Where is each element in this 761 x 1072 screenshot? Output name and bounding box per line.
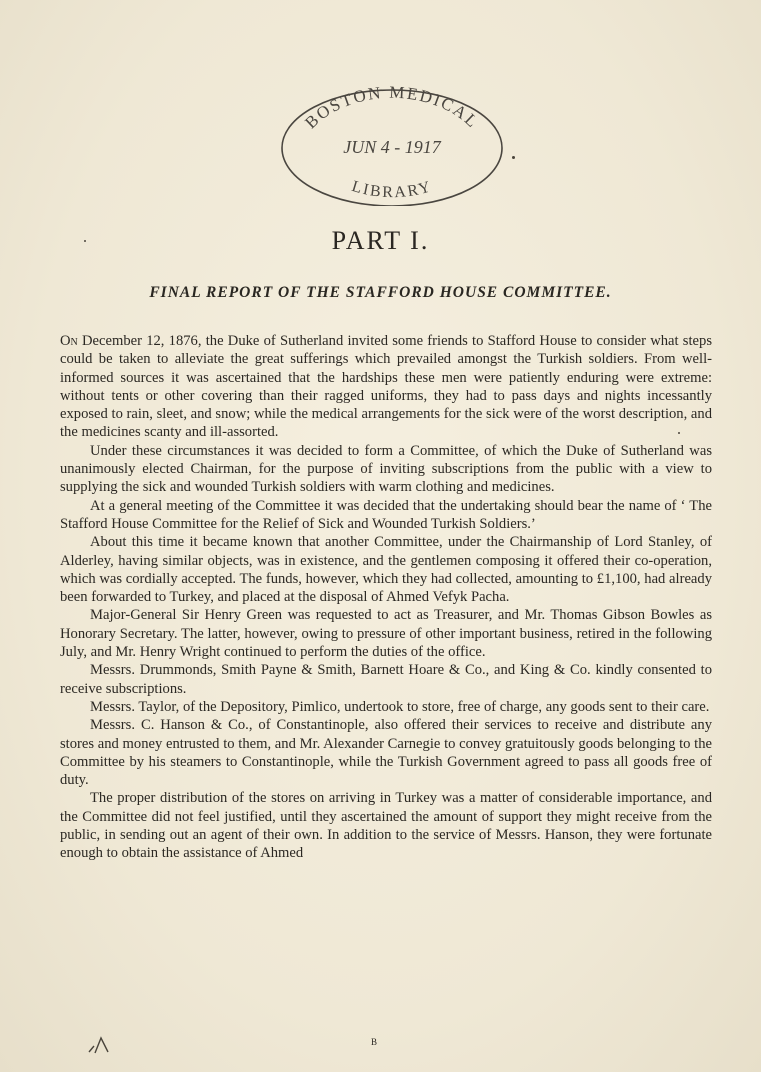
pencil-mark [86,1034,116,1056]
body-text [60,332,712,863]
stamp-bottom-text: LIBRARY [349,177,435,202]
signature-mark: B [371,1037,378,1047]
specks [512,156,515,159]
paragraph-1-text: December 12, 1876, the Duke of Sutherland invited some friends to Stafford House to consider what steps could be taken to alleviate the great sufferings which prevailed amongst the Turkish soldiers. From well-informed sources it was ascertained that the hardships these men were patiently enduring were extreme: without tents or other covering than their ragged uniforms, they had to pass days and nights incessantly exposed to rain, sleet, and snow; while the medical arrangements for the sick were of the worst description, and the medicines scanty and ill-assorted. [60,333,712,441]
paragraph-9: The proper distribution of the stores on arriving in Turkey was a matter of considerable importance, and the Committee did not feel justified, until they ascertained the amount of support they might receive from the public, in sending out an agent of their own. In addition to the service of Messrs. Hanson, they were fortunate enough to obtain the assistance of Ahmed [60,790,712,862]
svg-text:LIBRARY [350,178,435,201]
paragraph-4: About this time it became known that another Committee, under the Chairmanship of Lord Stanley, of Alderley, having similar objects, was in existence, and the gentlemen composing it offered their co-operation, which was cordially accepted. The funds, however, which they had collected, amounting to £1,100, had already been forwarded to Turkey, and placed at the disposal of Ahmed Vefyk Pacha. [60,534,712,606]
paragraph-6: Messrs. Drummonds, Smith Payne & Smith, Barnett Hoare & Co., and King & Co. kindly consented to receive subscriptions. [60,662,712,697]
library-stamp [268,78,514,206]
specks [84,240,86,242]
paragraph-3: At a general meeting of the Committee it was decided that the undertaking should bear the name of ‘ The Stafford House Committee for the Relief of Sick and Wounded Turkish Soldiers.’ [60,497,712,532]
paragraph-1-lead: On [60,333,78,349]
paragraph-2: Under these circumstances it was decided to form a Committee, of which the Duke of Sutherland was unanimously elected Chairman, for the purpose of inviting subscriptions from the public with a view to supplying the sick and wounded Turkish soldiers with warm clothing and medicines. [60,442,712,496]
report-title: FINAL REPORT OF THE STAFFORD HOUSE COMMITTEE. [149,284,612,301]
specks [678,432,680,434]
paragraph-7: Messrs. Taylor, of the Depository, Pimlico, undertook to store, free of charge, any goods sent to their care. [90,698,710,715]
part-title: PART I. [331,226,430,255]
paragraph-5: Major-General Sir Henry Green was requested to act as Treasurer, and Mr. Thomas Gibson Bowles as Honorary Secretary. The latter, however, owing to pressure of other important business, retired in the following July, and Mr. Henry Wright continued to perform the duties of the office. [60,607,712,661]
svg-text:BOSTON MEDICAL [301,83,483,133]
stamp-date: JUN 4 - 1917 [343,137,441,157]
paragraph-8: Messrs. C. Hanson & Co., of Constantinople, also offered their services to receive and distribute any stores and money entrusted to them, and Mr. Alexander Carnegie to convey gratuitously goods belonging to the Committee by his steamers to Constantinople, while the Turkish Government agreed to pass all goods free of duty. [60,717,712,789]
stamp-top-text: BOSTON MEDICAL [301,82,483,133]
paragraph-1 [60,332,712,442]
